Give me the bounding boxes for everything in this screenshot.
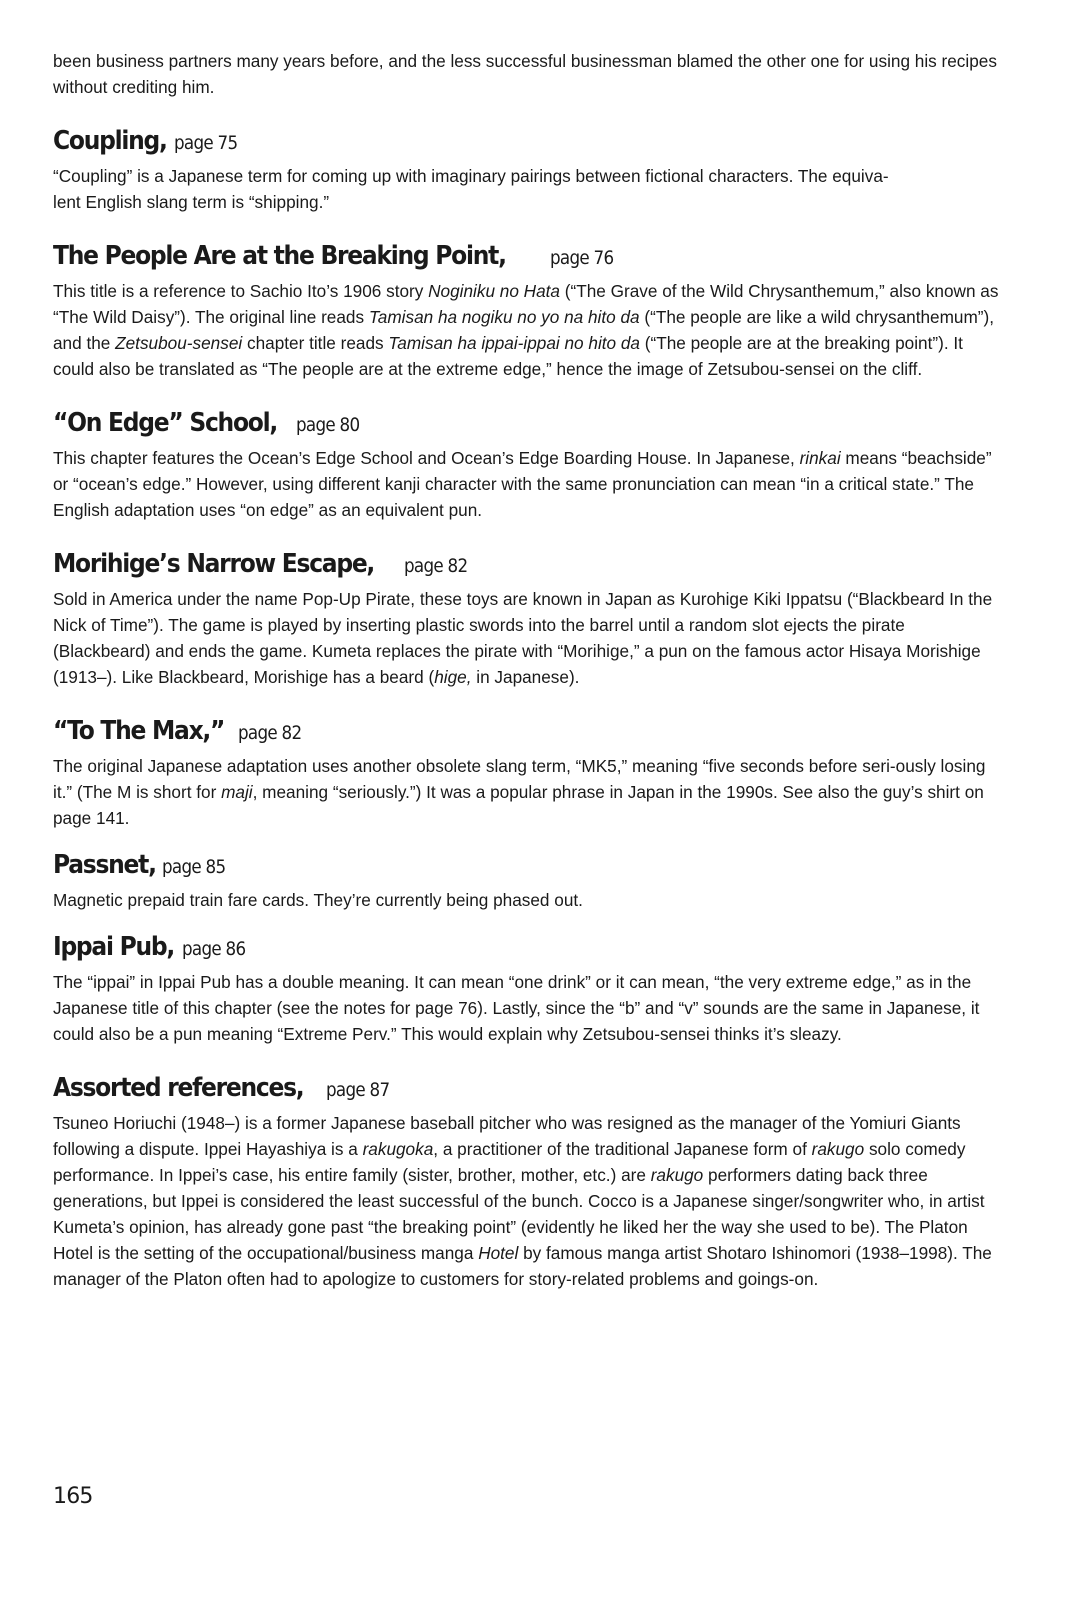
note-body: This title is a reference to Sachio Ito’s 1906 story Noginiku no Hata (“The Grave of the Wild Chrysanthemum,” also known as “The Wild Daisy”). The original line reads Tamisan ha nogiku no yo na hito da (“The people are like a wild chrysanthemum”), and the Zetsubou-sensei chapter title reads Tamisan ha ippai-ippai no hito da (“The people are at the breaking point”). It could also be translated as “The people are at the extreme edge,” hence the image of Zetsubou-sensei on the cliff. <box>53 281 999 379</box>
note-heading <box>53 929 1003 969</box>
note-breaking-point <box>53 238 1003 382</box>
note-body: “Coupling” is a Japanese term for coming up with imaginary pairings between fictional characters. The equiva- lent English slang term is “shipping.” <box>53 166 889 212</box>
note-page-ref: page 80 <box>296 414 360 436</box>
note-term: Assorted references, <box>53 1073 304 1103</box>
note-page-ref: page 82 <box>404 555 468 577</box>
note-heading <box>53 713 1003 753</box>
note-term: Passnet, <box>53 850 156 880</box>
note-morihige <box>53 546 1003 690</box>
note-coupling <box>53 123 1003 215</box>
note-page-ref: page 87 <box>325 1079 390 1101</box>
note-ippai-pub <box>53 929 1003 1047</box>
note-body: Tsuneo Horiuchi (1948–) is a former Japanese baseball pitcher who was resigned as the manager of the Yomiuri Giants following a dispute. Ippei Hayashiya is a rakugoka, a practitioner of the traditional Japanese form of rakugo solo comedy performance. In Ippei’s case, his entire family (sister, brother, mother, etc.) are rakugo performers dating back three generations, but Ippei is considered the least successful of the bunch. Cocco is a Japanese singer/songwriter who, in artist Kumeta’s opinion, has already gone past “the breaking point” (evidently he liked her the way she used to be). The Platon Hotel is the setting of the occupational/business manga Hotel by famous manga artist Shotaro Ishinomori (1938–1998). The manager of the Platon often had to apologize to customers for story-related problems and goings-on. <box>53 1113 992 1289</box>
note-term: Morihige’s Narrow Escape, <box>53 549 375 579</box>
note-passnet <box>53 847 1003 913</box>
note-term: “On Edge” School, <box>53 408 277 438</box>
note-body: The original Japanese adaptation uses another obsolete slang term, “MK5,” meaning “five seconds before seri-ously losing it.” (The M is short for maji, meaning “seriously.”) It was a popular phrase in Japan in the 1990s. See also the guy’s shirt on page 141. <box>53 756 986 828</box>
notes-page <box>53 48 1003 1292</box>
note-page-ref: page 76 <box>550 247 614 269</box>
note-heading <box>53 123 1003 163</box>
note-to-the-max <box>53 713 1003 831</box>
note-body: The “ippai” in Ippai Pub has a double meaning. It can mean “one drink” or it can mean, “the very extreme edge,” as in the Japanese title of this chapter (see the notes for page 76). Lastly, since the “b” and “v” sounds are the same in Japanese, it could also be a pun meaning “Extreme Perv.” This would explain why Zetsubou-sensei thinks it’s sleazy. <box>53 972 980 1044</box>
note-body: This chapter features the Ocean’s Edge School and Ocean’s Edge Boarding House. In Japanese, rinkai means “beachside” or “ocean’s edge.” However, using different kanji character with the same pronunciation can mean “in a critical state.” The English adaptation uses “on edge” as an equivalent pun. <box>53 448 992 520</box>
page-number: 165 <box>53 1484 93 1509</box>
intro-paragraph: been business partners many years before, and the less successful businessman blamed the other one for using his recipes without crediting him. <box>53 51 997 97</box>
note-term: “To The Max,” <box>53 716 225 746</box>
note-body: Sold in America under the name Pop-Up Pirate, these toys are known in Japan as Kurohige Kiki Ippatsu (“Blackbeard In the Nick of Time”). The game is played by inserting plastic swords into the barrel until a random slot ejects the pirate (Blackbeard) and ends the game. Kumeta replaces the pirate with “Morihige,” a pun on the famous actor Hisaya Morishige (1913–). Like Blackbeard, Morishige has a beard (hige, in Japanese). <box>53 589 993 687</box>
note-on-edge-school <box>53 405 1003 523</box>
note-heading <box>53 1070 1003 1110</box>
note-term: Coupling, <box>53 126 167 156</box>
note-heading <box>53 546 1003 586</box>
note-body: Magnetic prepaid train fare cards. They’re currently being phased out. <box>53 890 583 910</box>
note-page-ref: page 86 <box>181 938 246 960</box>
note-page-ref: page 85 <box>161 856 225 878</box>
note-term: The People Are at the Breaking Point, <box>53 241 506 271</box>
note-assorted-references <box>53 1070 1003 1292</box>
note-heading <box>53 405 1003 445</box>
note-heading <box>53 847 1003 887</box>
note-term: Ippai Pub, <box>53 932 175 962</box>
note-page-ref: page 82 <box>237 722 302 744</box>
note-heading <box>53 238 1003 278</box>
note-page-ref: page 75 <box>173 132 238 154</box>
